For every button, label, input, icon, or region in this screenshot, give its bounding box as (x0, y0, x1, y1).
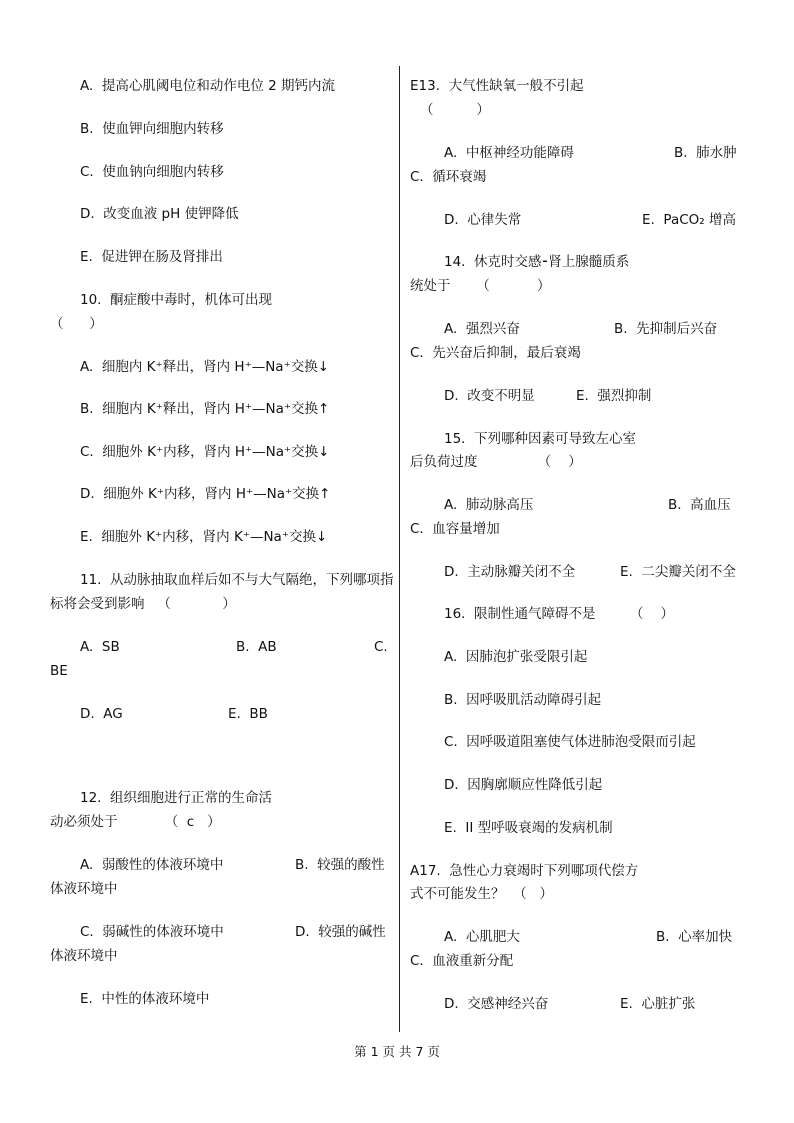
column-divider (399, 66, 400, 1032)
q10-option-d: D. 细胞外 K⁺内移，肾内 H⁺—Na⁺交换↑ (80, 486, 331, 502)
q14-stem-line2: 统处于 （ ） (410, 278, 551, 294)
q9-option-a: A. 提高心肌阈电位和动作电位 2 期钙内流 (80, 78, 336, 94)
q17-option-b: B. 心率加快 (656, 929, 733, 945)
q15-option-b: B. 高血压 (668, 497, 731, 513)
q12-option-c: C. 弱碱性的体液环境中 (80, 924, 224, 940)
q11-stem-line1: 11. 从动脉抽取血样后如不与大气隔绝，下列哪项指 (80, 572, 394, 588)
q13-option-d: D. 心律失常 (444, 212, 522, 228)
q15-stem-line2: 后负荷过度 （ ） (410, 454, 582, 470)
q10-paren: （ ） (50, 316, 103, 332)
q14-option-a: A. 强烈兴奋 (444, 321, 520, 337)
q16-option-a: A. 因肺泡扩张受限引起 (444, 649, 588, 665)
q16-option-d: D. 因胸廓顺应性降低引起 (444, 777, 603, 793)
q17-option-c: C. 血液重新分配 (410, 953, 514, 969)
q11-stem-line2: 标将会受到影响 （ ） (50, 596, 236, 612)
q13-option-b: B. 肺水肿 (674, 145, 737, 161)
q17-option-d: D. 交感神经兴奋 (444, 996, 549, 1012)
q12-option-a: A. 弱酸性的体液环境中 (80, 857, 224, 873)
q13-option-a: A. 中枢神经功能障碍 (444, 145, 574, 161)
q9-option-b: B. 使血钾向细胞内转移 (80, 121, 224, 137)
q10-option-a: A. 细胞内 K⁺释出，肾内 H⁺—Na⁺交换↓ (80, 359, 330, 375)
q10-option-e: E. 细胞外 K⁺内移，肾内 K⁺—Na⁺交换↓ (80, 529, 328, 545)
q12-option-d: D. 较强的碱性 (295, 924, 386, 940)
q16-option-e: E. II 型呼吸衰竭的发病机制 (444, 820, 613, 836)
q9-option-d: D. 改变血液 pH 使钾降低 (80, 206, 239, 222)
q16-option-c: C. 因呼吸道阻塞使气体进肺泡受限而引起 (444, 734, 696, 750)
q12-stem-line1: 12. 组织细胞进行正常的生命活 (80, 790, 273, 806)
q12-stem-line2: 动必须处于 （ c ） (50, 814, 221, 830)
q11-option-a: A. SB (80, 639, 120, 655)
q17-option-e: E. 心脏扩张 (620, 996, 696, 1012)
q15-stem-line1: 15. 下列哪种因素可导致左心室 (444, 431, 637, 447)
q15-option-e: E. 二尖瓣关闭不全 (620, 564, 736, 580)
q15-option-c: C. 血容量增加 (410, 521, 500, 537)
q16-stem: 16. 限制性通气障碍不是 （ ） (444, 606, 675, 622)
page-footer: 第 1 页 共 7 页 (354, 1044, 440, 1059)
q12-option-cd-cont: 体液环境中 (50, 948, 118, 964)
q15-option-d: D. 主动脉瓣关闭不全 (444, 564, 576, 580)
q13-paren: （ ） (420, 102, 490, 118)
q11-option-b: B. AB (236, 639, 277, 655)
q10-option-c: C. 细胞外 K⁺内移，肾内 H⁺—Na⁺交换↓ (80, 444, 330, 460)
q16-option-b: B. 因呼吸肌活动障碍引起 (444, 692, 602, 708)
q14-option-c: C. 先兴奋后抑制，最后衰竭 (410, 345, 581, 361)
q15-option-a: A. 肺动脉高压 (444, 497, 534, 513)
q14-option-e: E. 强烈抑制 (576, 388, 652, 404)
q9-option-c: C. 使血钠向细胞内转移 (80, 164, 224, 180)
q13-stem: E13. 大气性缺氧一般不引起 (410, 78, 584, 94)
q12-option-e: E. 中性的体液环境中 (80, 991, 210, 1007)
q17-stem-line2: 式不可能发生？ （ ） (410, 886, 553, 902)
q12-option-ab-cont: 体液环境中 (50, 881, 118, 897)
q11-option-e: E. BB (228, 706, 268, 722)
q11-option-d: D. AG (80, 706, 123, 722)
q9-option-e: E. 促进钾在肠及肾排出 (80, 249, 223, 265)
q11-option-c-cont: BE (50, 663, 68, 679)
q17-option-a: A. 心肌肥大 (444, 929, 520, 945)
q14-stem-line1: 14. 休克时交感⁃肾上腺髓质系 (444, 254, 630, 270)
q13-option-c: C. 循环衰竭 (410, 169, 487, 185)
q12-option-b: B. 较强的酸性 (295, 857, 385, 873)
q11-option-c: C. (374, 639, 388, 655)
q14-option-b: B. 先抑制后兴奋 (614, 321, 718, 337)
q13-option-e: E. PaCO₂ 增高 (642, 212, 736, 228)
q14-option-d: D. 改变不明显 (444, 388, 535, 404)
q10-stem: 10. 酮症酸中毒时，机体可出现 (80, 292, 273, 308)
q10-option-b: B. 细胞内 K⁺释出，肾内 H⁺—Na⁺交换↑ (80, 401, 330, 417)
q17-stem-line1: A17. 急性心力衰竭时下列哪项代偿方 (410, 863, 639, 879)
